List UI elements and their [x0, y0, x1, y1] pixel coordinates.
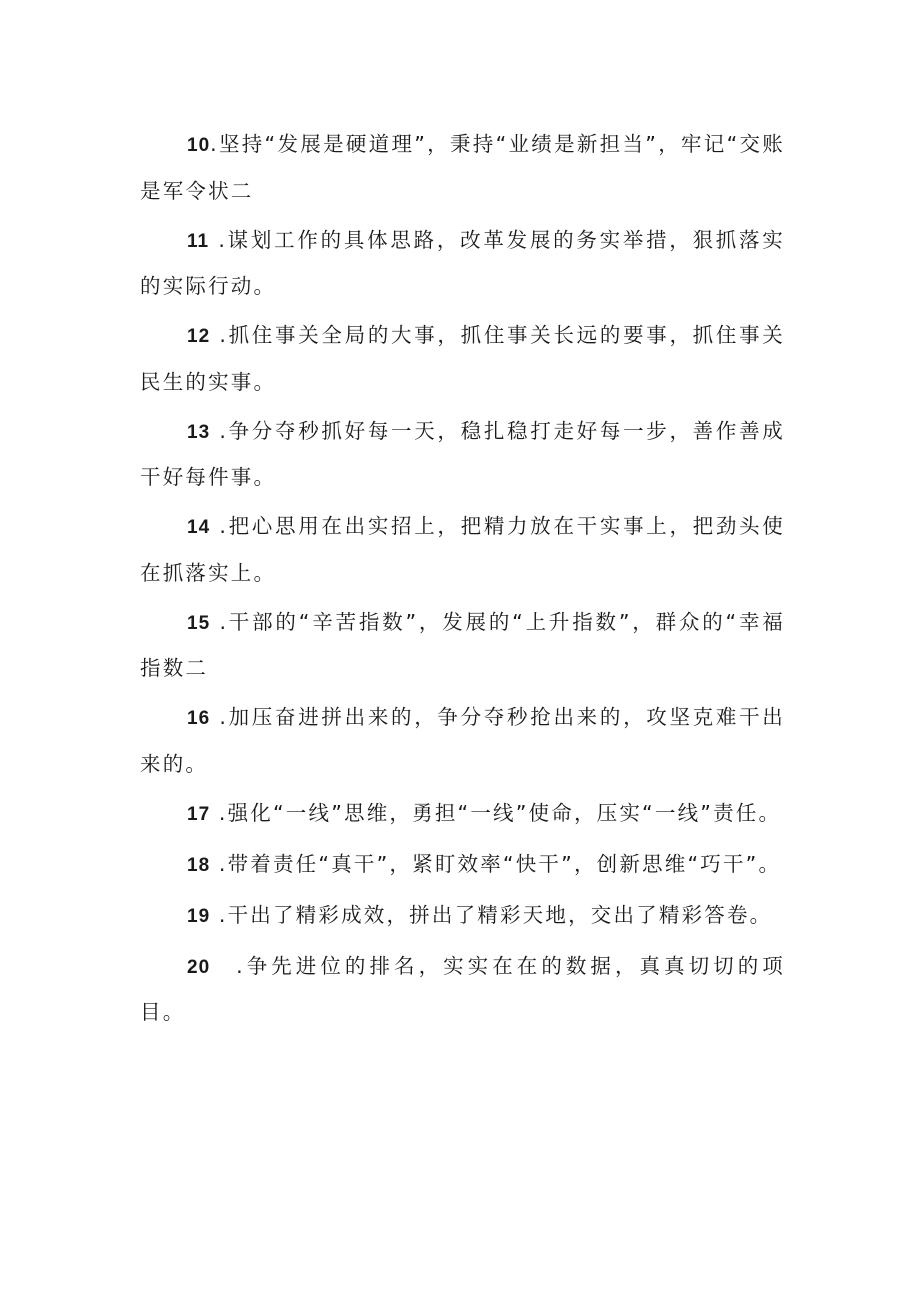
item-text: .争分夺秒抓好每一天，稳扎稳打走好每一步，善作善成干好每件事。 — [140, 418, 785, 489]
item-number: 13 — [187, 421, 211, 443]
list-item-11 — [140, 218, 785, 309]
list-item-12 — [140, 313, 785, 404]
numbered-list — [140, 122, 785, 1039]
list-item-15 — [140, 600, 785, 691]
item-number: 11 — [187, 230, 210, 252]
item-number: 12 — [187, 326, 211, 347]
item-text: .抓住事关全局的大事，抓住事关长远的要事，抓住事关民生的实事。 — [140, 323, 785, 394]
item-number: 19 — [187, 905, 211, 927]
list-item-10 — [140, 122, 785, 213]
item-text: .争先进位的排名，实实在在的数据，真真切切的项目。 — [140, 953, 785, 1024]
item-text: .干出了精彩成效，拼出了精彩天地，交出了精彩答卷。 — [210, 902, 773, 927]
item-number: 20 — [187, 956, 211, 978]
list-item-13 — [140, 409, 785, 500]
list-item-17 — [140, 791, 785, 838]
item-text: .加压奋进拼出来的，争分夺秒抢出来的，攻坚克难干出来的。 — [140, 705, 785, 776]
list-item-19 — [140, 893, 785, 940]
list-item-16 — [140, 695, 785, 786]
item-number: 15 — [187, 612, 211, 634]
item-text: .把心思用在出实招上，把精力放在干实事上，把劲头使在抓落实上。 — [140, 514, 785, 585]
item-number: 14 — [187, 517, 211, 538]
item-text: .坚持“发展是硬道理”，秉持“业绩是新担当”，牢记“交账是军令状二 — [140, 132, 785, 203]
item-number: 18 — [187, 854, 211, 876]
item-text: .带着责任“真干”，紧盯效率“快干”，创新思维“巧干”。 — [210, 851, 782, 876]
list-item-20 — [140, 944, 785, 1035]
item-text: .强化“一线”思维，勇担“一线”使命，压实“一线”责任。 — [210, 800, 782, 825]
item-number: 10 — [187, 135, 211, 156]
item-text: .谋划工作的具体思路，改革发展的务实举措，狠抓落实的实际行动。 — [140, 227, 785, 298]
item-number: 17 — [187, 803, 211, 825]
list-item-18 — [140, 842, 785, 889]
list-item-14 — [140, 504, 785, 595]
item-text: .干部的“辛苦指数”，发展的“上升指数”，群众的“幸福指数二 — [140, 609, 785, 680]
item-number: 16 — [187, 708, 211, 729]
